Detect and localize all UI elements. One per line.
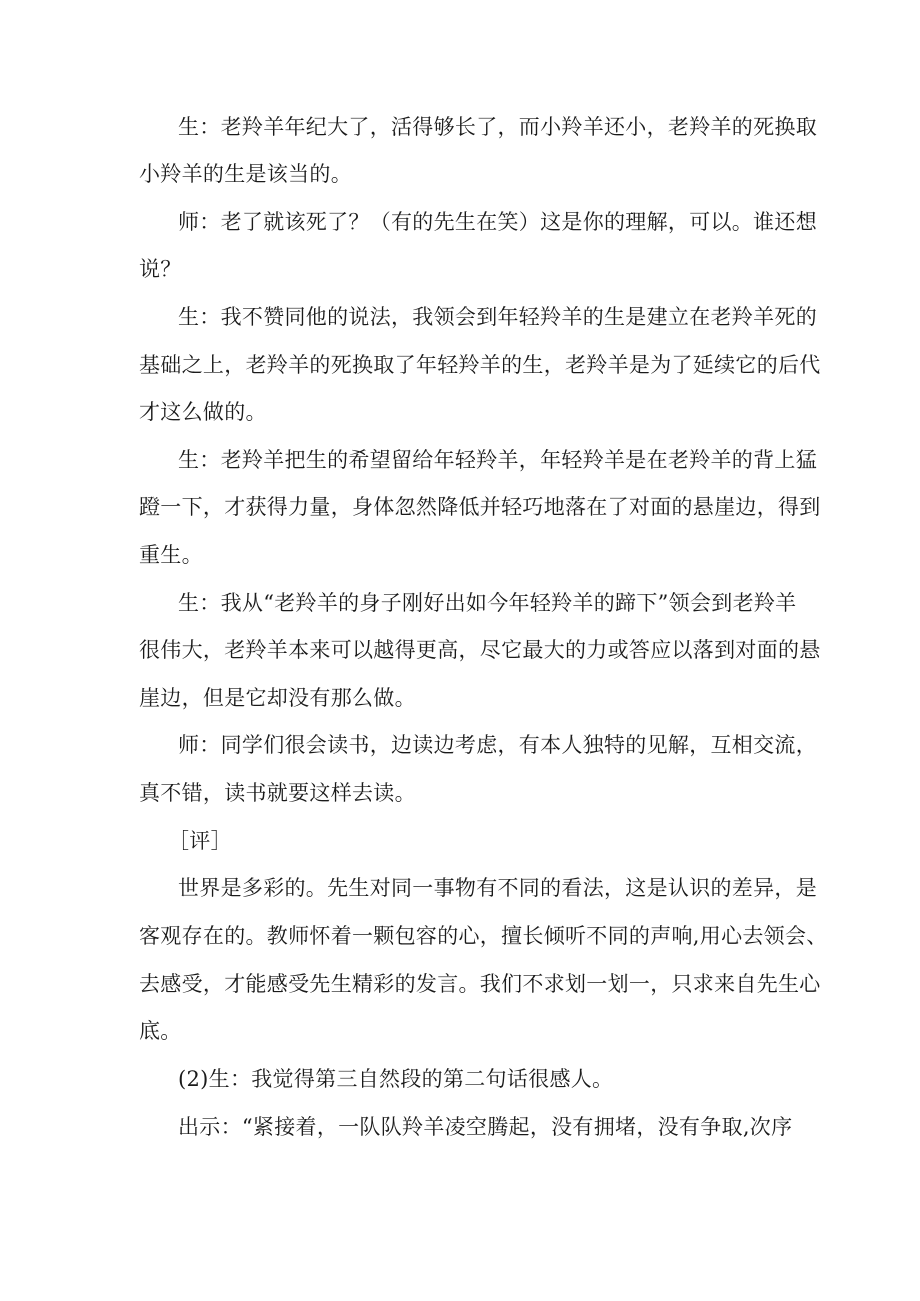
paragraph-line: 生：我从“老羚羊的身子刚好出如今年轻羚羊的蹄下”领会到老羚羊 (178, 591, 797, 615)
paragraph-line: 重生。 (139, 543, 203, 567)
paragraph-line: 生：老羚羊把生的希望留给年轻羚羊，年轻羚羊是在老羚羊的背上猛 (178, 448, 817, 472)
comment-heading: ［评］ (168, 829, 232, 853)
paragraph-line: 去感受，才能感受先生精彩的发言。我们不求划一划一，只求来自先生心 (139, 972, 821, 996)
paragraph-line: 世界是多彩的。先生对同一事物有不同的看法，这是认识的差异，是 (178, 876, 817, 900)
paragraph-line: 才这么做的。 (139, 400, 267, 424)
paragraph-line: (2)生：我觉得第三自然段的第二句话很感人。 (178, 1067, 614, 1091)
paragraph-line: 很伟大，老羚羊本来可以越得更高，尽它最大的力或答应以落到对面的悬 (139, 638, 821, 662)
paragraph-line: 生：我不赞同他的说法，我领会到年轻羚羊的生是建立在老羚羊死的 (178, 305, 817, 329)
paragraph-line: 客观存在的。教师怀着一颗包容的心，擅长倾听不同的声响,用心去领会、 (139, 924, 828, 948)
paragraph-line: 小羚羊的生是该当的。 (139, 162, 352, 186)
paragraph-line: 生：老羚羊年纪大了，活得够长了，而小羚羊还小，老羚羊的死换取 (178, 115, 817, 139)
paragraph-line: 崖边，但是它却没有那么做。 (139, 686, 416, 710)
paragraph-line: 说？ (139, 257, 182, 281)
paragraph-line: 出示：“紧接着，一队队羚羊凌空腾起，没有拥堵，没有争取,次序 (178, 1115, 793, 1139)
paragraph-line: 基础之上，老羚羊的死换取了年轻羚羊的生，老羚羊是为了延续它的后代 (139, 353, 821, 377)
paragraph-line: 师：同学们很会读书，边读边考虑，有本人独特的见解，互相交流， (178, 733, 817, 757)
paragraph-line: 底。 (139, 1019, 182, 1043)
paragraph-line: 蹬一下，才获得力量，身体忽然降低并轻巧地落在了对面的悬崖边，得到 (139, 495, 821, 519)
paragraph-line: 真不错，读书就要这样去读。 (139, 781, 416, 805)
paragraph-line: 师：老了就该死了？（有的先生在笑）这是你的理解，可以。谁还想 (178, 210, 817, 234)
